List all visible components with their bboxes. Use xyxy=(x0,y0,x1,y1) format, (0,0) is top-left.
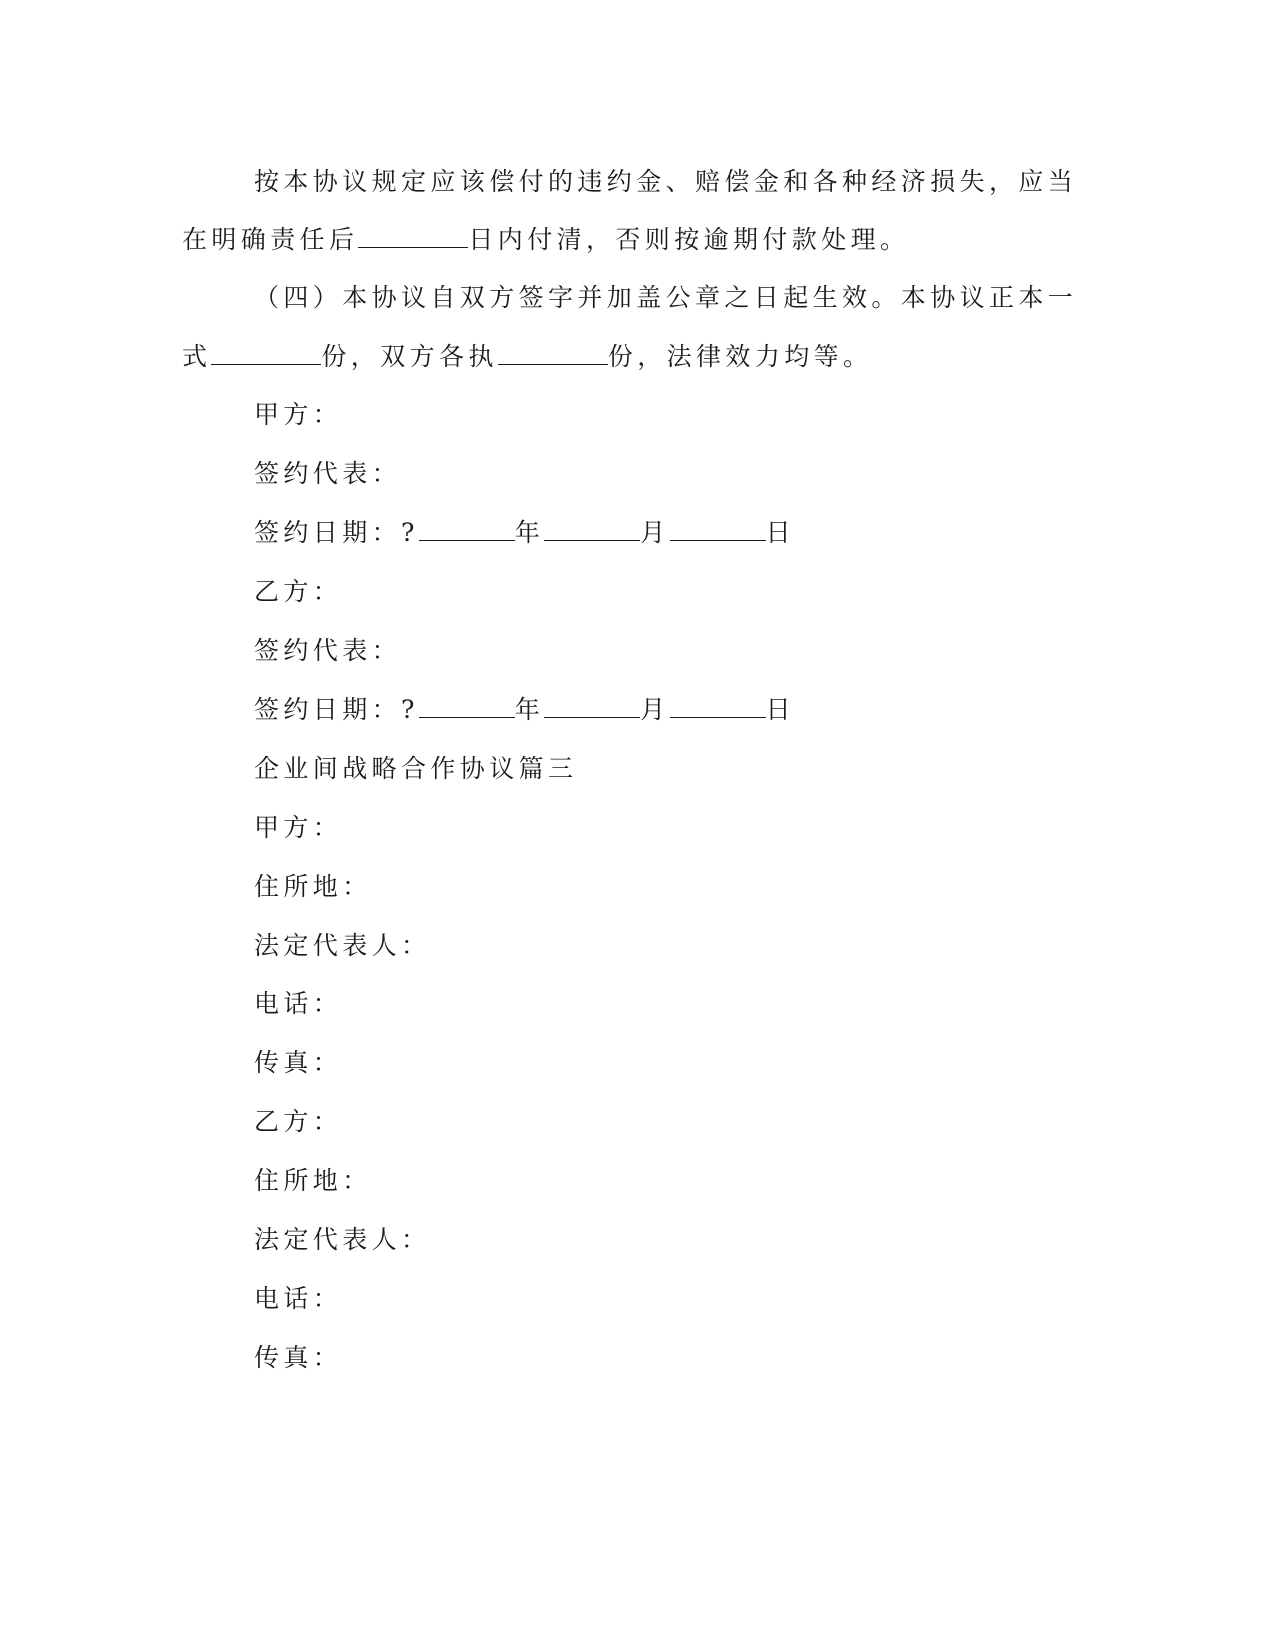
party-b-label: 乙方： xyxy=(254,1107,343,1136)
signature-party-a-date-label: 签约日期：? xyxy=(254,518,419,547)
signature-party-b-representative-label: 签约代表： xyxy=(254,636,402,665)
signature-party-a xyxy=(254,398,342,432)
copies-total-blank xyxy=(211,342,321,365)
signature-party-b-representative xyxy=(254,634,401,668)
party-b-legal-rep-label: 法定代表人： xyxy=(254,1225,431,1254)
year-label: 年 xyxy=(514,695,545,724)
clause-four-text-2c: 份，法律效力均等。 xyxy=(607,342,873,371)
payment-days-blank xyxy=(358,225,468,248)
signature-party-a-representative-label: 签约代表： xyxy=(254,459,402,488)
signature-party-b-date-label: 签约日期：? xyxy=(254,695,419,724)
clause-four-text-2b: 份，双方各执 xyxy=(321,342,498,371)
month-label: 月 xyxy=(640,695,670,724)
party-a-phone-label: 电话： xyxy=(254,989,343,1018)
party-a-info-party xyxy=(254,811,342,845)
party-b-fax-label: 传真： xyxy=(254,1343,343,1372)
party-b-info-legal-rep xyxy=(254,1223,430,1257)
payment-clause-line-1 xyxy=(254,165,1077,199)
month-blank xyxy=(544,518,640,541)
clause-four-line-2 xyxy=(182,340,872,374)
year-blank xyxy=(419,695,515,718)
party-a-label: 甲方： xyxy=(254,813,343,842)
payment-clause-text-1: 按本协议规定应该偿付的违约金、赔偿金和各种经济损失，应当 xyxy=(254,167,1078,196)
party-a-address-label: 住所地： xyxy=(254,872,372,901)
payment-clause-line-2 xyxy=(182,223,909,257)
party-a-info-fax xyxy=(254,1046,342,1080)
party-b-info-party xyxy=(254,1105,342,1139)
party-a-info-address xyxy=(254,870,372,904)
party-a-info-phone xyxy=(254,987,342,1021)
clause-four-text-2a: 式 xyxy=(182,342,212,371)
section-title-text: 企业间战略合作协议篇三 xyxy=(254,754,578,783)
party-b-info-fax xyxy=(254,1341,342,1375)
signature-party-a-date xyxy=(254,516,795,550)
signature-party-b-date xyxy=(254,693,795,727)
signature-party-b xyxy=(254,575,342,609)
clause-four-text-1: （四）本协议自双方签字并加盖公章之日起生效。本协议正本一 xyxy=(254,283,1078,312)
month-label: 月 xyxy=(640,518,670,547)
party-a-fax-label: 传真： xyxy=(254,1048,343,1077)
month-blank xyxy=(544,695,640,718)
day-label: 日 xyxy=(765,695,796,724)
party-b-phone-label: 电话： xyxy=(254,1284,343,1313)
copies-each-blank xyxy=(498,342,608,365)
day-label: 日 xyxy=(765,518,796,547)
party-b-address-label: 住所地： xyxy=(254,1166,372,1195)
year-blank xyxy=(419,518,515,541)
day-blank xyxy=(670,518,766,541)
party-b-info-address xyxy=(254,1164,372,1198)
section-title xyxy=(254,752,577,786)
party-a-legal-rep-label: 法定代表人： xyxy=(254,931,431,960)
year-label: 年 xyxy=(514,518,545,547)
party-b-info-phone xyxy=(254,1282,342,1316)
day-blank xyxy=(670,695,766,718)
payment-clause-text-2a: 在明确责任后 xyxy=(182,225,359,254)
signature-party-b-label: 乙方： xyxy=(254,577,343,606)
party-a-info-legal-rep xyxy=(254,929,430,963)
signature-party-a-label: 甲方： xyxy=(254,400,343,429)
signature-party-a-representative xyxy=(254,457,401,491)
clause-four-line-1 xyxy=(254,281,1077,315)
payment-clause-text-2b: 日内付清，否则按逾期付款处理。 xyxy=(468,225,910,254)
